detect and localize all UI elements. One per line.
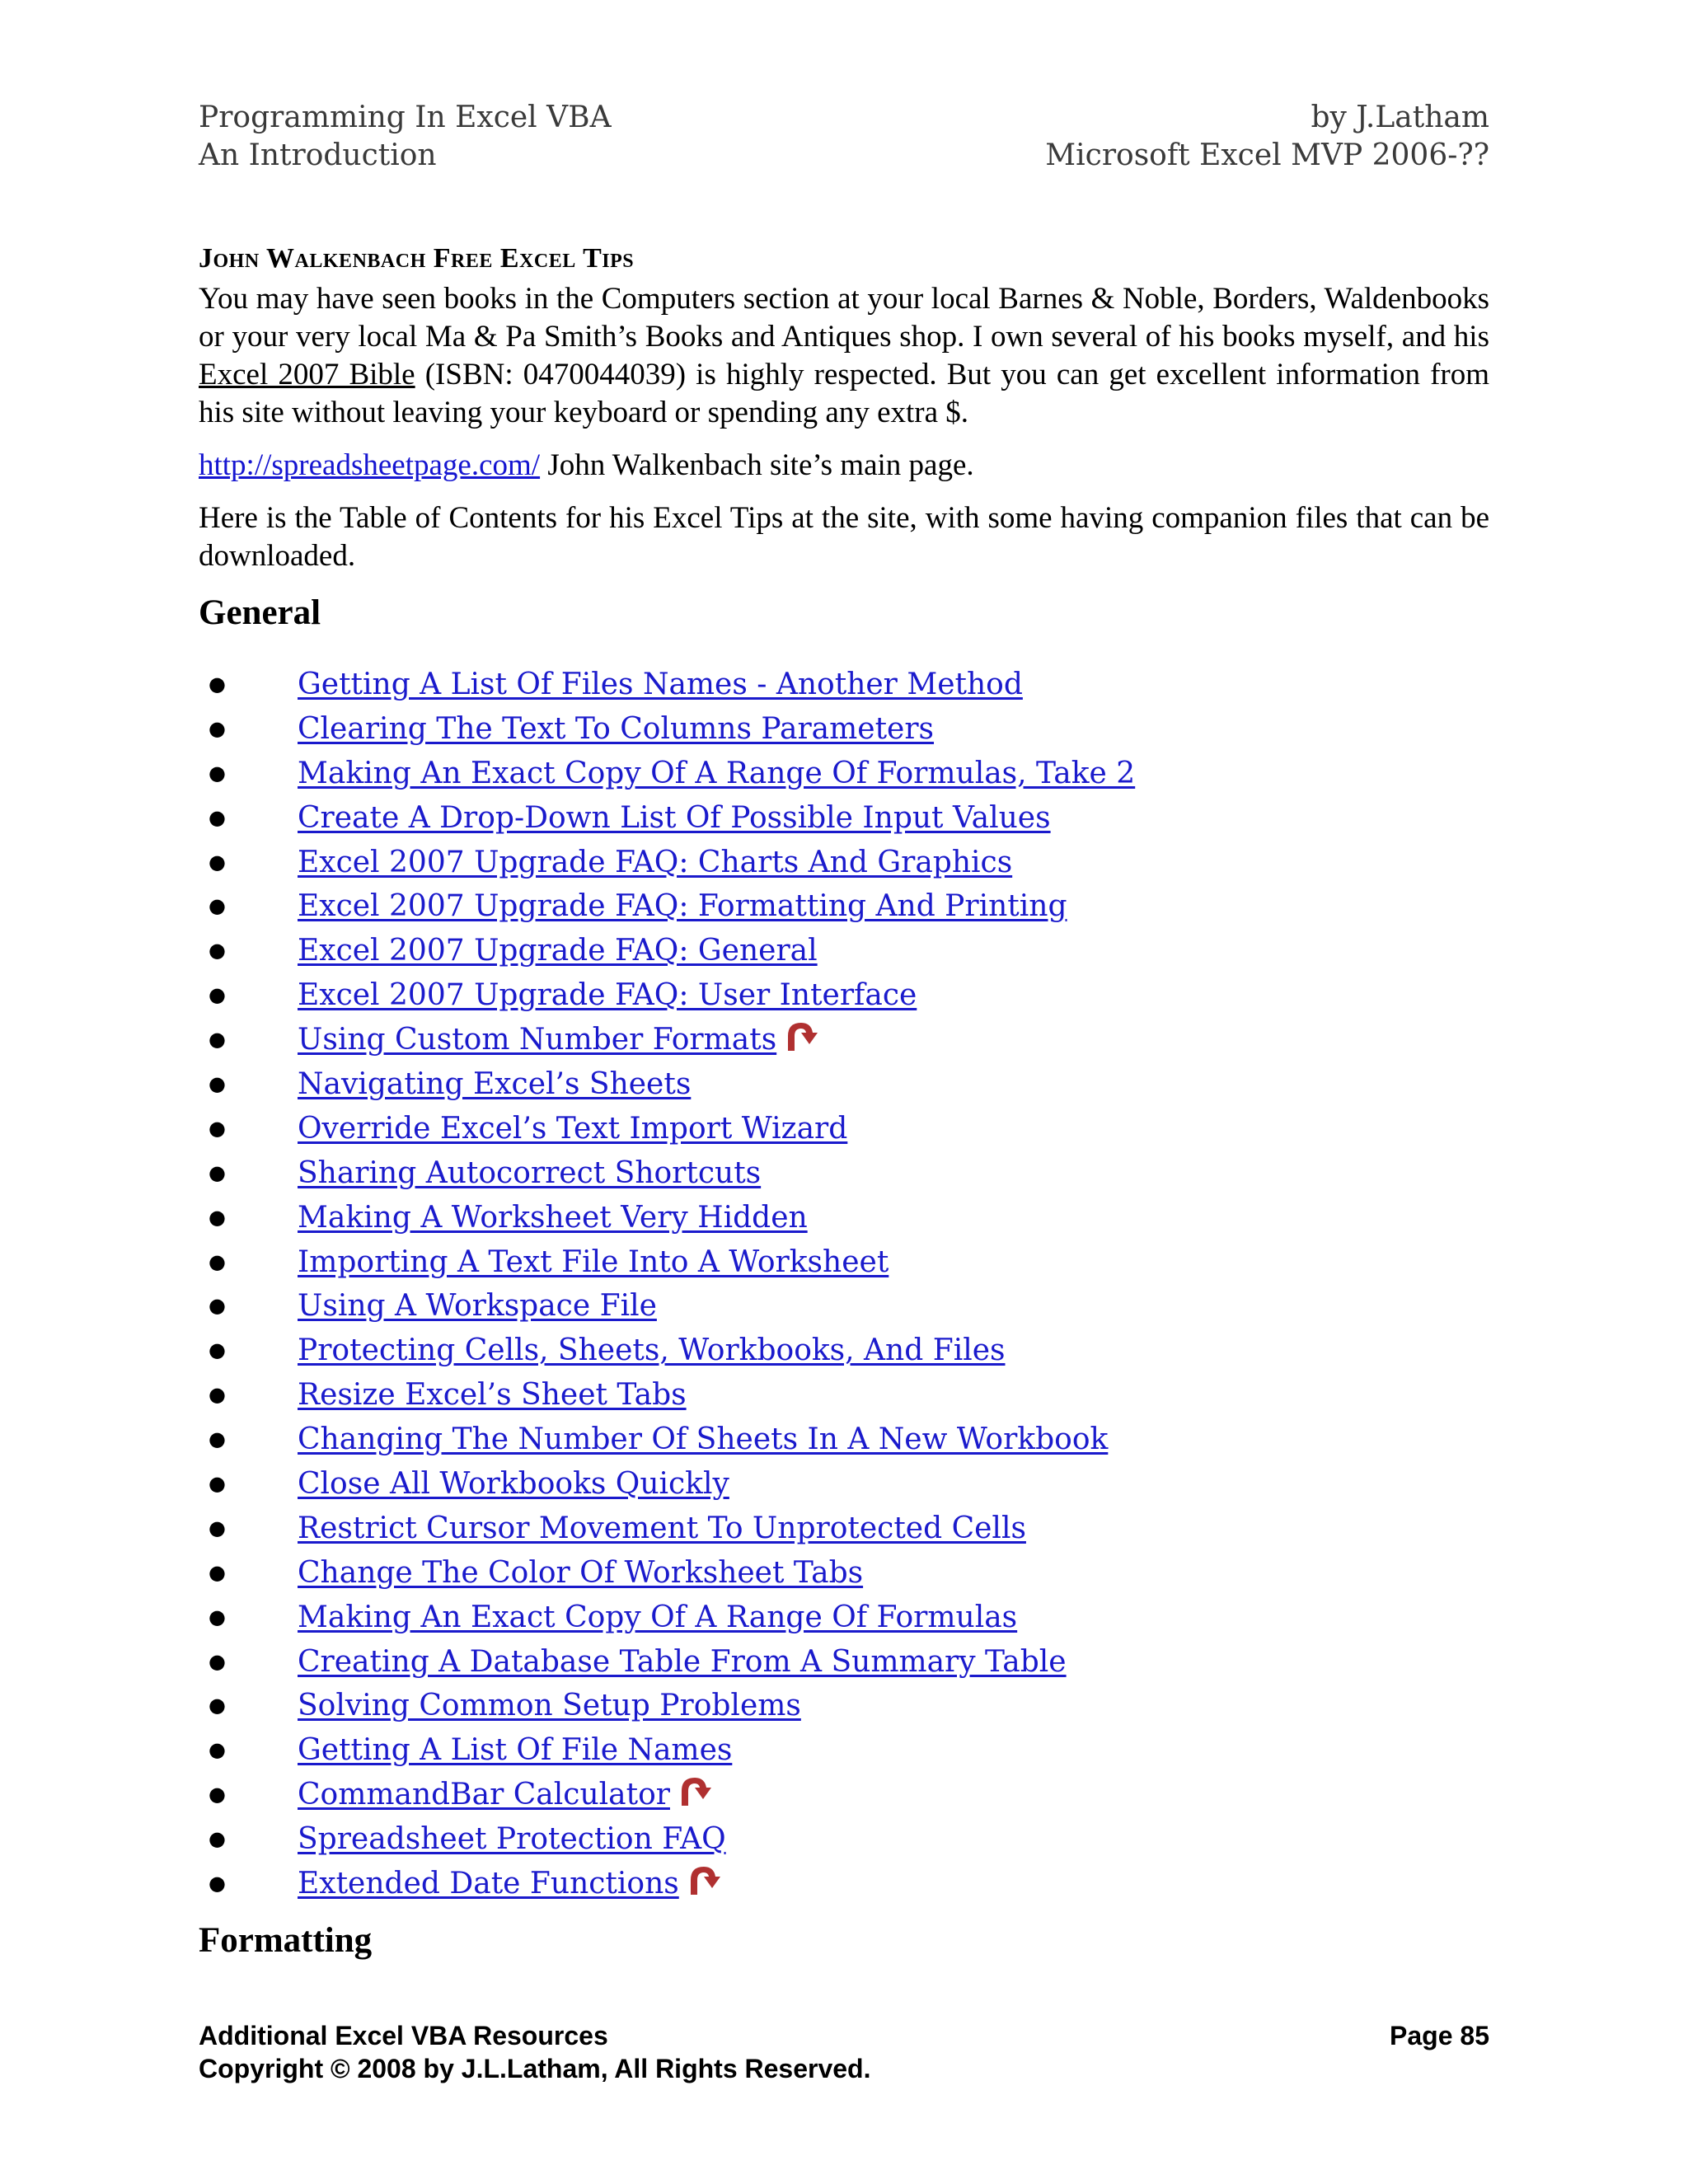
list-item	[199, 1329, 1489, 1373]
list-item	[199, 1062, 1489, 1107]
list-item	[199, 663, 1489, 707]
bullet-icon: ●	[209, 716, 226, 740]
tip-link[interactable]: Making An Exact Copy Of A Range Of Formulas, Take 2	[298, 756, 1136, 790]
bullet-icon: ●	[209, 1249, 226, 1273]
list-item	[199, 1684, 1489, 1728]
intro-text-after: (ISBN: 0470044039) is highly respected. But you can get excellent information from his site without leaving your keyboard or spending any extra $.	[199, 358, 1490, 429]
bullet-icon: ●	[209, 1560, 226, 1584]
list-item	[199, 796, 1489, 841]
bullet-icon: ●	[209, 894, 226, 918]
list-item	[199, 1373, 1489, 1418]
list-item	[199, 884, 1489, 929]
list-item	[199, 841, 1489, 885]
list-item	[199, 707, 1489, 752]
tip-link[interactable]: Using A Workspace File	[298, 1289, 657, 1324]
toc-intro-paragraph: Here is the Table of Contents for his Excel Tips at the site, with some having companion files that can be downloaded.	[199, 501, 1489, 573]
bullet-icon: ●	[209, 673, 226, 696]
bullet-icon: ●	[209, 850, 226, 874]
page-header	[199, 99, 1489, 175]
tip-link[interactable]: Change The Color Of Worksheet Tabs	[298, 1555, 864, 1590]
list-item	[199, 1596, 1489, 1640]
download-arrow-icon[interactable]	[686, 1863, 722, 1896]
bullet-icon: ●	[209, 1827, 226, 1851]
page-number: Page 85	[1390, 2021, 1489, 2050]
tip-link[interactable]: Excel 2007 Upgrade FAQ: User Interface	[298, 978, 917, 1013]
tip-link[interactable]: Making An Exact Copy Of A Range Of Formulas	[298, 1600, 1018, 1634]
bullet-icon: ●	[209, 1294, 226, 1318]
header-book-title: Programming In Excel VBA	[199, 101, 612, 134]
bullet-icon: ●	[209, 983, 226, 1007]
tip-link[interactable]: Spreadsheet Protection FAQ	[298, 1822, 726, 1857]
bullet-icon: ●	[209, 1205, 226, 1229]
bullet-icon: ●	[209, 1160, 226, 1184]
bullet-icon: ●	[209, 1605, 226, 1629]
tip-link[interactable]: Creating A Database Table From A Summary Table	[298, 1644, 1067, 1679]
book-title-excel-2007-bible: Excel 2007 Bible	[199, 358, 415, 391]
header-author: by J.Latham	[1311, 101, 1489, 134]
list-item	[199, 752, 1489, 796]
site-link-paragraph	[199, 447, 1489, 485]
bullet-icon: ●	[209, 1738, 226, 1762]
bullet-icon: ●	[209, 939, 226, 963]
list-item	[199, 1817, 1489, 1862]
bullet-icon: ●	[209, 1116, 226, 1140]
general-heading: General	[199, 593, 321, 632]
bullet-icon: ●	[209, 1516, 226, 1540]
tip-link[interactable]: Create A Drop-Down List Of Possible Input Values	[298, 800, 1051, 835]
tip-link[interactable]: Resize Excel’s Sheet Tabs	[298, 1378, 687, 1413]
tip-link[interactable]: Excel 2007 Upgrade FAQ: General	[298, 934, 818, 968]
list-item	[199, 1284, 1489, 1329]
general-tips-list	[199, 663, 1489, 1906]
footer-copyright: Copyright © 2008 by J.L.Latham, All Rights Reserved.	[199, 2054, 871, 2083]
tip-link[interactable]: Making A Worksheet Very Hidden	[298, 1200, 808, 1235]
bullet-icon: ●	[209, 1028, 226, 1052]
formatting-heading: Formatting	[199, 1920, 373, 1960]
tip-link[interactable]: Protecting Cells, Sheets, Workbooks, And Files	[298, 1333, 1006, 1368]
bullet-icon: ●	[209, 1338, 226, 1362]
bullet-icon: ●	[209, 1072, 226, 1096]
tip-link[interactable]: Importing A Text File Into A Worksheet	[298, 1244, 889, 1279]
site-link-description: John Walkenbach site’s main page.	[540, 448, 974, 482]
tip-link[interactable]: Getting A List Of Files Names - Another Method	[298, 668, 1023, 701]
tip-link[interactable]: Excel 2007 Upgrade FAQ: Charts And Graphics	[298, 845, 1013, 879]
list-item	[199, 929, 1489, 973]
bullet-icon: ●	[209, 1783, 226, 1807]
tip-link[interactable]: Using Custom Number Formats	[298, 1023, 777, 1057]
download-arrow-icon[interactable]	[783, 1019, 819, 1052]
tip-link[interactable]: Navigating Excel’s Sheets	[298, 1067, 692, 1102]
section-heading: John Walkenbach Free Excel Tips	[199, 243, 635, 274]
header-author-credential: Microsoft Excel MVP 2006-??	[1045, 138, 1489, 172]
tip-link[interactable]: Override Excel’s Text Import Wizard	[298, 1111, 848, 1146]
list-item	[199, 1107, 1489, 1151]
tip-link[interactable]: CommandBar Calculator	[298, 1778, 670, 1812]
page-footer	[199, 2019, 1489, 2085]
tip-link[interactable]: Close All Workbooks Quickly	[298, 1467, 729, 1502]
bullet-icon: ●	[209, 1427, 226, 1451]
list-item	[199, 1418, 1489, 1462]
footer-resource-title: Additional Excel VBA Resources	[199, 2021, 608, 2050]
list-item	[199, 1151, 1489, 1196]
bullet-icon: ●	[209, 805, 226, 829]
tip-link[interactable]: Clearing The Text To Columns Parameters	[298, 711, 935, 746]
spreadsheetpage-link[interactable]: http://spreadsheetpage.com/	[199, 448, 541, 482]
intro-paragraph	[199, 280, 1489, 432]
list-item	[199, 1018, 1489, 1062]
tip-link[interactable]: Getting A List Of File Names	[298, 1733, 733, 1768]
tip-link[interactable]: Changing The Number Of Sheets In A New Workbook	[298, 1422, 1109, 1457]
list-item	[199, 1462, 1489, 1507]
list-item	[199, 1862, 1489, 1906]
list-item	[199, 973, 1489, 1018]
tip-link[interactable]: Restrict Cursor Movement To Unprotected Cells	[298, 1511, 1026, 1545]
download-arrow-icon[interactable]	[677, 1774, 713, 1807]
bullet-icon: ●	[209, 1694, 226, 1718]
intro-text-before: You may have seen books in the Computers section at your local Barnes & Noble, Borders, Waldenbooks or your very local Ma & Pa Smith’s Books and Antiques shop. I own several of his books myself, and his	[199, 282, 1489, 354]
bullet-icon: ●	[209, 1872, 226, 1896]
tip-link[interactable]: Extended Date Functions	[298, 1867, 679, 1901]
header-book-subtitle: An Introduction	[199, 138, 437, 172]
document-page	[199, 99, 1489, 1964]
bullet-icon: ●	[209, 761, 226, 785]
list-item	[199, 1728, 1489, 1773]
list-item	[199, 1196, 1489, 1240]
list-item	[199, 1507, 1489, 1551]
list-item	[199, 1551, 1489, 1596]
tip-link[interactable]: Excel 2007 Upgrade FAQ: Formatting And Printing	[298, 889, 1067, 924]
tip-link[interactable]: Sharing Autocorrect Shortcuts	[298, 1155, 762, 1190]
list-item	[199, 1773, 1489, 1817]
tip-link[interactable]: Solving Common Setup Problems	[298, 1689, 801, 1723]
bullet-icon: ●	[209, 1383, 226, 1407]
bullet-icon: ●	[209, 1649, 226, 1673]
list-item	[199, 1640, 1489, 1685]
list-item	[199, 1240, 1489, 1285]
bullet-icon: ●	[209, 1472, 226, 1496]
